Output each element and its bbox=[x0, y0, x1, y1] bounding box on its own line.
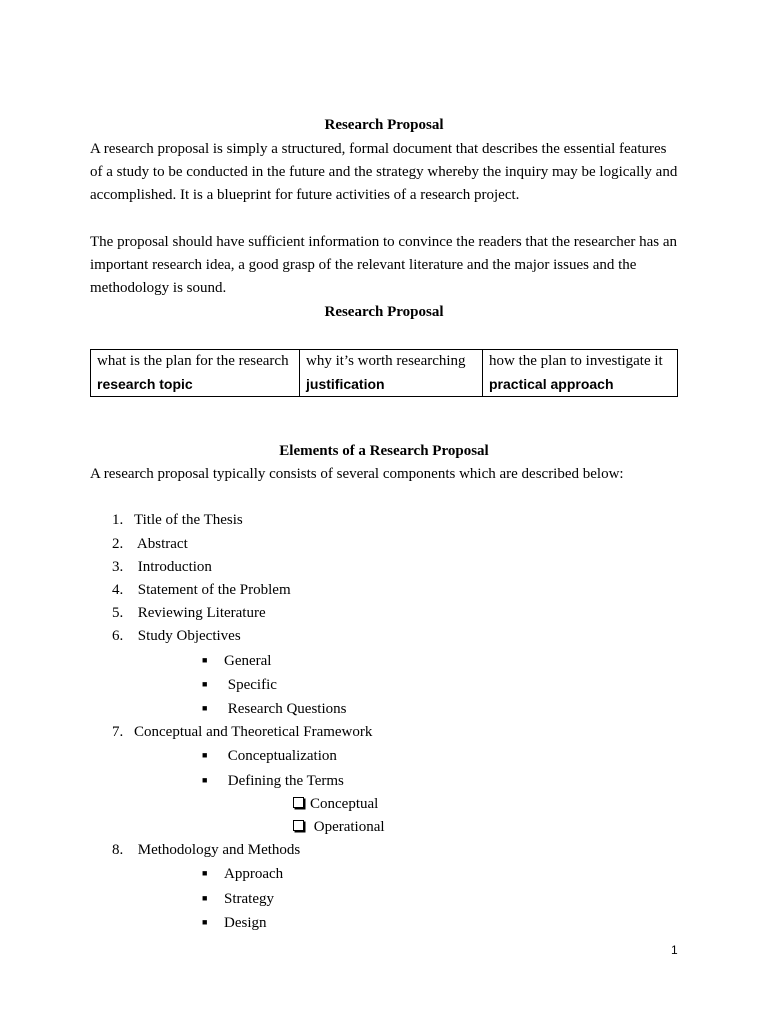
proposal-summary-table bbox=[90, 349, 678, 397]
square-bullet-icon: ■ bbox=[202, 750, 208, 761]
square-bullet-icon: ■ bbox=[202, 916, 208, 927]
square-bullet-icon: ■ bbox=[202, 654, 208, 665]
table-row bbox=[91, 350, 678, 397]
heading-research-proposal: Research Proposal bbox=[324, 117, 444, 133]
list-item: 2. Abstract bbox=[112, 535, 188, 552]
list-item: 5. Reviewing Literature bbox=[112, 605, 266, 622]
square-bullet-icon: ■ bbox=[202, 703, 208, 714]
sub-list-item: ■ Design bbox=[90, 911, 678, 935]
table-cell-justification bbox=[300, 350, 483, 397]
sub-list-item: ■ Specific bbox=[90, 673, 678, 697]
sub-list-item: ■ Strategy bbox=[90, 887, 678, 911]
cell-question: why it’s worth researching bbox=[306, 353, 466, 370]
list-item: 3. Introduction bbox=[112, 558, 212, 575]
document-content bbox=[90, 116, 678, 935]
square-bullet-icon: ■ bbox=[202, 774, 208, 785]
cell-answer: research topic bbox=[97, 376, 193, 393]
cell-question: what is the plan for the research bbox=[97, 353, 289, 370]
list-item: 1. Title of the Thesis bbox=[112, 512, 243, 529]
cell-question: how the plan to investigate it bbox=[489, 353, 663, 370]
square-bullet-icon: ■ bbox=[202, 678, 208, 689]
sub-sub-list-item: Operational bbox=[90, 816, 678, 839]
heading-elements: Elements of a Research Proposal bbox=[279, 443, 489, 460]
sub-list-item: ■ Defining the Terms bbox=[90, 769, 678, 793]
heading-research-proposal-2: Research Proposal bbox=[324, 304, 444, 321]
sub-list-item: ■ Approach bbox=[90, 862, 678, 886]
sub-list-item: ■ General bbox=[90, 649, 678, 673]
sub-list-item: ■ Conceptualization bbox=[90, 744, 678, 768]
page-number: 1 bbox=[671, 943, 678, 957]
elements-list bbox=[90, 509, 678, 935]
list-item: 6. Study Objectives bbox=[112, 628, 241, 645]
square-bullet-icon: ■ bbox=[202, 892, 208, 903]
square-bullet-icon: ■ bbox=[202, 868, 208, 879]
cell-answer: justification bbox=[306, 376, 385, 393]
table-cell-topic bbox=[91, 350, 300, 397]
sub-list-item: ■ Research Questions bbox=[90, 697, 678, 721]
list-item: 8. Methodology and Methods bbox=[112, 842, 301, 859]
paragraph-intro: A research proposal typically consists of several components which are described below: bbox=[90, 466, 624, 483]
table-cell-approach bbox=[483, 350, 678, 397]
checkbox-bullet-icon bbox=[293, 797, 304, 808]
paragraph-purpose: The proposal should have sufficient information to convince the readers that the researcher has an important research idea, a good grasp of the relevant literature and the major issues and the methodology is sound. bbox=[90, 233, 678, 297]
paragraph-definition: A research proposal is simply a structured, formal document that describes the essential features of a study to be conducted in the future and the strategy whereby the inquiry may be logically and accomplished. It is a blueprint for future activities of a research project. bbox=[90, 141, 678, 204]
cell-answer: practical approach bbox=[489, 376, 614, 393]
list-item: 4. Statement of the Problem bbox=[112, 582, 291, 599]
sub-sub-list-item: Conceptual bbox=[90, 793, 678, 816]
checkbox-bullet-icon bbox=[293, 820, 304, 831]
list-item: 7. Conceptual and Theoretical Framework bbox=[112, 724, 373, 741]
